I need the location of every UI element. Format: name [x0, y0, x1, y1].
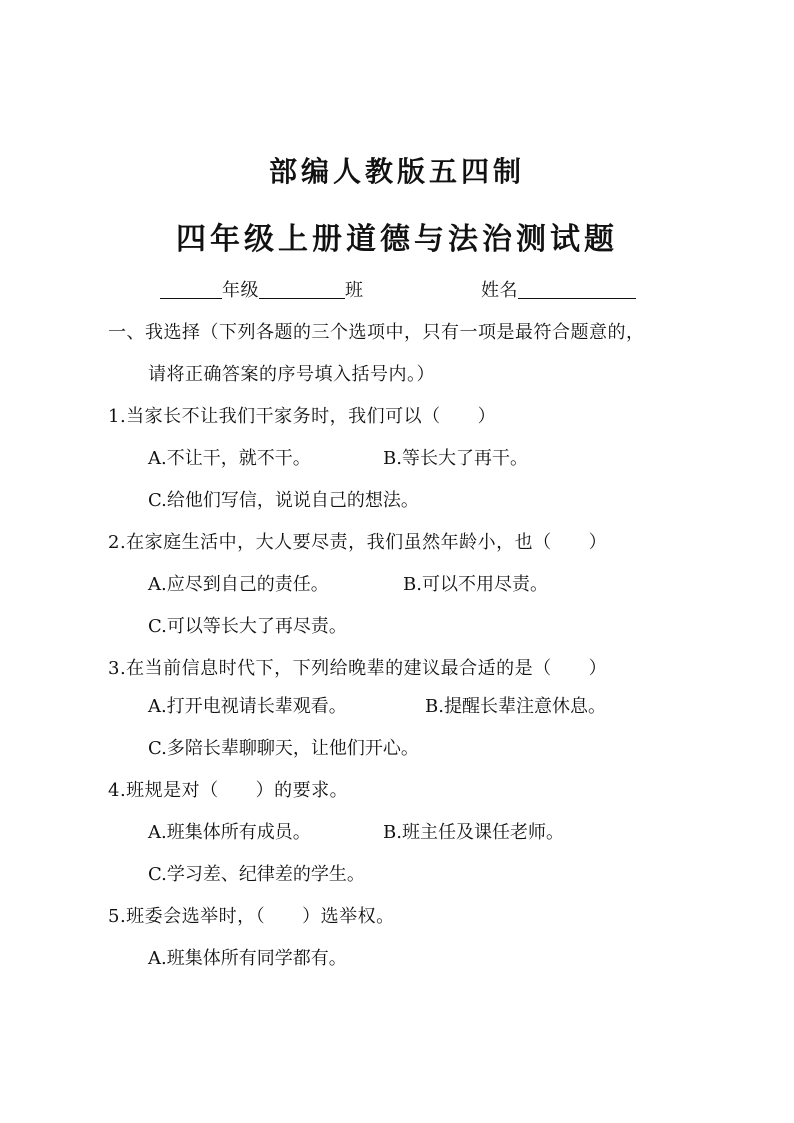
question-3-option-a: A.打开电视请长辈观看。: [148, 696, 347, 717]
question-1-option-a: A.不让干，就不干。: [148, 448, 311, 469]
question-1-option-c: C.给他们写信，说说自己的想法。: [148, 490, 419, 511]
exam-title-line2: 四年级上册道德与法治测试题: [176, 222, 618, 257]
name-field: [481, 276, 636, 302]
name-label: 姓名: [481, 280, 518, 301]
grade-blank[interactable]: [160, 297, 222, 299]
class-label: 班: [345, 280, 364, 301]
class-blank[interactable]: [259, 297, 345, 299]
question-3-option-b: B.提醒长辈注意休息。: [425, 696, 606, 717]
question-2-option-b: B.可以不用尽责。: [403, 574, 548, 595]
section-heading-cont: 请将正确答案的序号填入括号内。）: [148, 364, 435, 385]
question-2-stem: 2.在家庭生活中，大人要尽责，我们虽然年龄小，也（ ）: [108, 532, 608, 553]
section-heading: 一、我选择（下列各题的三个选项中，只有一项是最符合题意的，: [108, 322, 645, 343]
question-4-option-b: B.班主任及课任老师。: [383, 822, 564, 843]
question-3-stem: 3.在当前信息时代下，下列给晚辈的建议最合适的是（ ）: [108, 658, 608, 679]
exam-title-line1: 部编人教版五四制: [268, 155, 525, 188]
student-info-row: [160, 276, 364, 302]
question-4-option-c: C.学习差、纪律差的学生。: [148, 864, 365, 885]
question-5-option-a: A.班集体所有同学都有。: [148, 948, 347, 969]
question-2-option-a: A.应尽到自己的责任。: [148, 574, 329, 595]
question-3-option-c: C.多陪长辈聊聊天，让他们开心。: [148, 738, 419, 759]
question-1-option-b: B.等长大了再干。: [383, 448, 528, 469]
grade-label: 年级: [222, 280, 259, 301]
question-2-option-c: C.可以等长大了再尽责。: [148, 616, 347, 637]
question-5-stem: 5.班委会选举时，（ ）选举权。: [108, 906, 395, 927]
question-4-option-a: A.班集体所有成员。: [148, 822, 311, 843]
question-4-stem: 4.班规是对（ ）的要求。: [108, 780, 349, 801]
name-blank[interactable]: [518, 297, 636, 299]
question-1-stem: 1.当家长不让我们干家务时，我们可以（ ）: [108, 406, 497, 427]
